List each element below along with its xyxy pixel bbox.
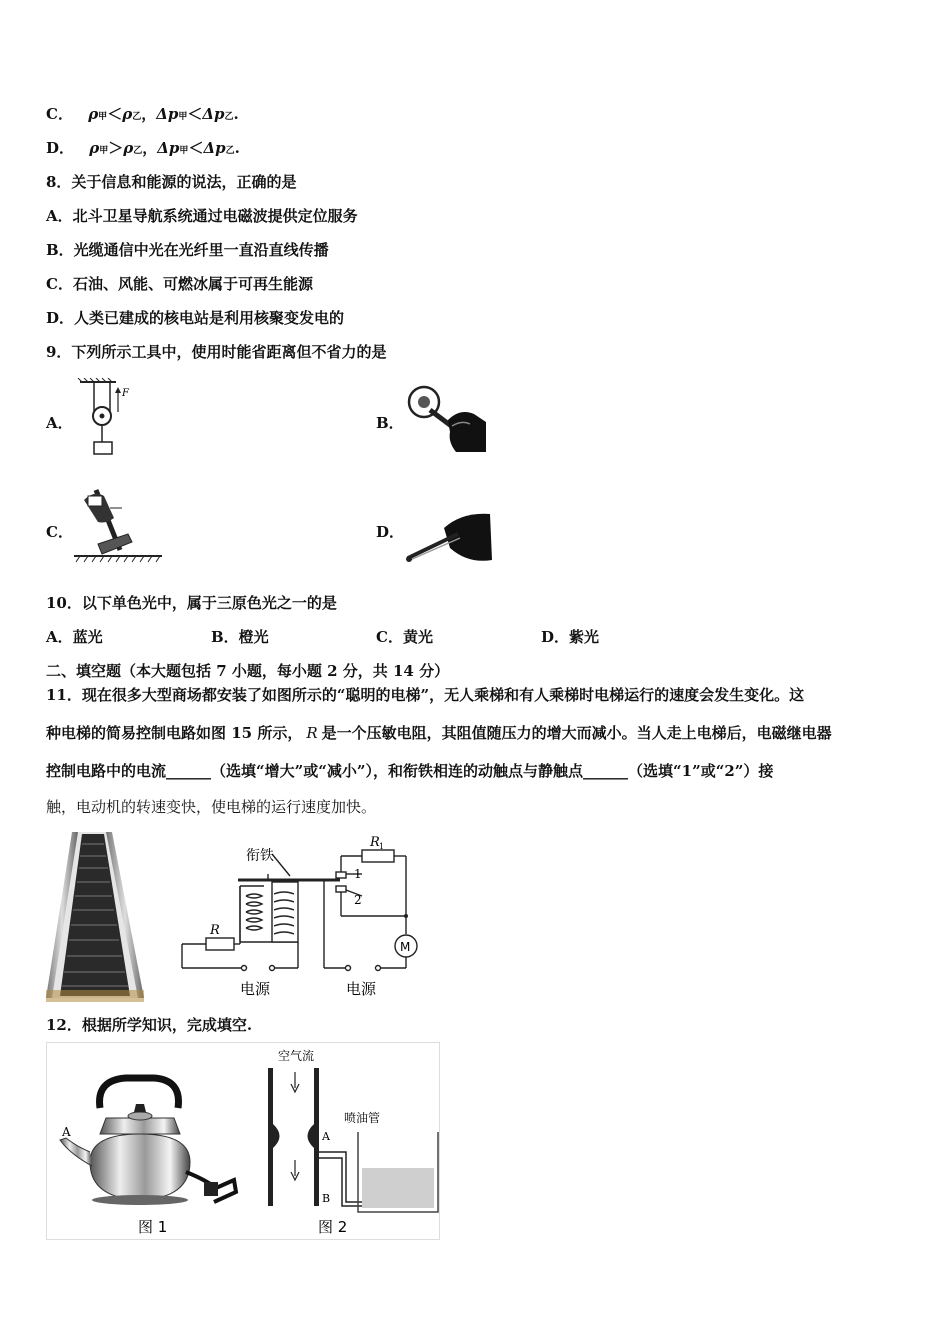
q9-figure-crowbar: [74, 484, 164, 564]
power-source-right-label: 电源: [346, 980, 377, 998]
q9-figure-wrench-hand: [404, 380, 490, 458]
q11-line-1: 11．现在很多大型商场都安装了如图所示的“聪明的电梯”，无人乘梯和有人乘梯时电梯运行的速度会发生变化。这: [46, 686, 805, 704]
r1-label: R: [370, 835, 380, 850]
q11-line-2: 种电梯的简易控制电路如图 15 所示， R 是一个压敏电阻，其阻值随压力的增大而减小。当人走上电梯后，电磁继电器: [46, 724, 832, 742]
power-source-left-label: 电源: [240, 980, 271, 998]
q8-stem: 8．关于信息和能源的说法，正确的是: [46, 173, 297, 191]
q8-option-d: D．人类已建成的核电站是利用核聚变发电的: [46, 309, 345, 327]
airflow-label: 空气流: [278, 1049, 315, 1063]
q10-option-b: B．橙光: [211, 628, 269, 646]
q8-option-a: A．北斗卫星导航系统通过电磁波提供定位服务: [46, 207, 358, 225]
kettle-point-a: A: [62, 1125, 71, 1139]
r-label: R: [210, 923, 220, 938]
q9-stem: 9．下列所示工具中，使用时能省距离但不省力的是: [46, 343, 387, 361]
q8-option-c: C．石油、风能、可燃冰属于可再生能源: [46, 275, 313, 293]
q9-label-b: B．: [376, 414, 404, 432]
q10-option-d: D．紫光: [541, 628, 600, 646]
armature-label: 衔铁: [246, 848, 274, 864]
section-title: 二、填空题（本大题包括 7 小题，每小题 2 分，共 14 分）: [46, 662, 450, 680]
q7-option-d: D． ρ甲＞ρ乙，Δp甲＜Δp乙.: [46, 139, 240, 157]
q10-option-c: C．黄光: [376, 628, 433, 646]
force-label: F: [122, 388, 129, 399]
q9-label-d: D．: [376, 523, 405, 541]
contact-2-label: 2: [354, 893, 362, 907]
q11-line-4: 触，电动机的转速变快，使电梯的运行速度加快。: [46, 798, 377, 816]
point-b-label: B: [322, 1192, 331, 1205]
q12-stem: 12．根据所学知识，完成填空.: [46, 1016, 253, 1034]
q8-option-b: B．光缆通信中光在光纤里一直沿直线传播: [46, 241, 329, 259]
q9-figure-tweezers: [404, 508, 494, 566]
point-a-label: A: [322, 1130, 330, 1143]
r1-subscript: 1: [379, 842, 385, 851]
motor-label: M: [400, 940, 411, 954]
nozzle-label: 喷油管: [344, 1111, 381, 1125]
q11-line-3: 控制电路中的电流______（选填“增大”或“减小”），和衔铁相连的动触点与静触点______（选填“1”或“2”）接: [46, 762, 774, 780]
fig1-caption: 图 1: [138, 1218, 168, 1236]
q10-option-a: A．蓝光: [46, 628, 103, 646]
q7-option-c: C． ρ甲＜ρ乙，Δp甲＜Δp乙.: [46, 105, 239, 123]
relay-circuit-diagram: [176, 834, 426, 1002]
q9-figure-pulley: [74, 378, 138, 460]
q12-figure-panel: [46, 1042, 440, 1240]
q9-label-a: A．: [46, 414, 73, 432]
escalator-photo: [46, 830, 144, 1002]
q9-label-c: C．: [46, 523, 73, 541]
fig2-caption: 图 2: [318, 1218, 348, 1236]
contact-1-label: 1: [354, 867, 362, 881]
q10-stem: 10．以下单色光中，属于三原色光之一的是: [46, 594, 337, 612]
